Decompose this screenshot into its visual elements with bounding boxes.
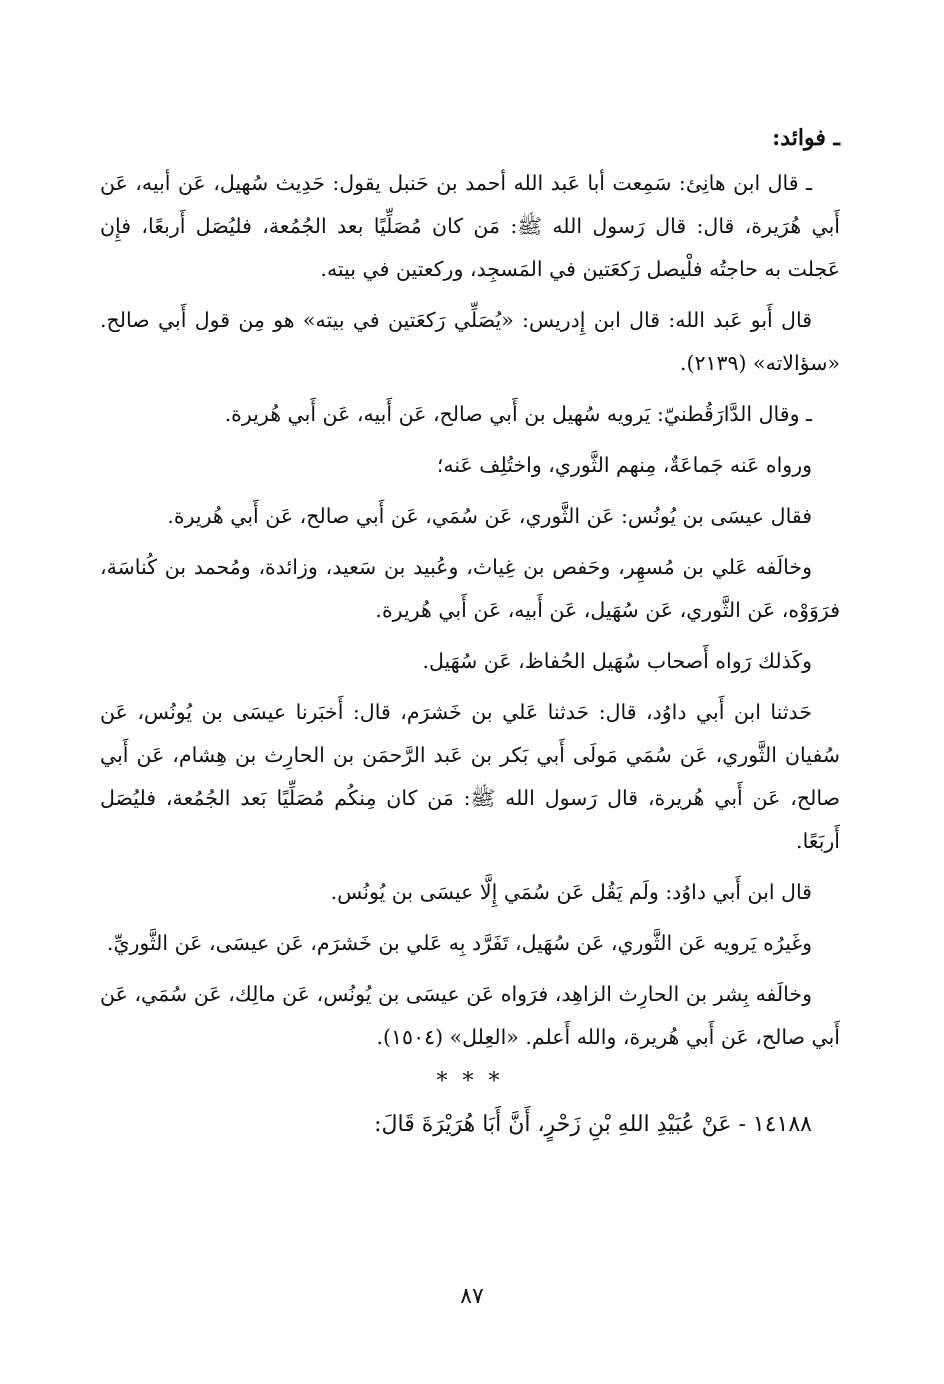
paragraph-haddathana: حَدثنا ابن أَبي داوُد، قال: حَدثنا عَلي بن خَشرَم، قال: أَخبَرنا عيسَى بن يُونُس، عَن سُفيان الثَّوري، عَن سُمَي مَولَى أَبي بَكر بن عَبد الرَّحمَن بن الحارِث بن هِشام، عَن أَبي صالح، عَن أَبي هُريرة، قال رَسول الله ﷺ: مَن كان مِنكُم مُصَلِّيًا بَعد الجُمُعة، فليُصَل أَربَعًا. bbox=[100, 700, 840, 853]
page-number: ٨٧ bbox=[460, 1284, 484, 1309]
paragraph-isa-ibn-yunus: فقال عيسَى بن يُونُس: عَن الثَّوري، عَن سُمَي، عَن أَبي صالح، عَن أَبي هُريرة. bbox=[167, 504, 812, 528]
hadith-heading: ١٤١٨٨ - عَنْ عُبَيْدِ اللهِ بْنِ زَحْرٍ، أَنَّ أَبَا هُرَيْرَةَ قَالَ: bbox=[374, 1112, 812, 1137]
paragraph-jamaa: ورواه عَنه جَماعَةٌ، مِنهم الثَّوري، واختُلِف عَنه؛ bbox=[436, 453, 812, 477]
section-separator: * * * bbox=[436, 1069, 504, 1094]
paragraph-ibn-abi-dawud: قال ابن أَبي داوُد: ولَم يَقُل عَن سُمَي إِلَّا عيسَى بن يُونُس. bbox=[330, 880, 812, 904]
section-heading: ـ فوائد: bbox=[772, 125, 840, 151]
paragraph-khalafahu: وخالَفه عَلي بن مُسهِر، وحَفص بن غِياث، وعُبيد بن سَعيد، وزائدة، ومُحمد بن كُناسَة، فرَوَوْه، عَن الثَّوري، عَن سُهَيل، عَن أَبيه، عَن أَبي هُريرة. bbox=[100, 555, 840, 622]
page-body bbox=[100, 118, 840, 1147]
paragraph-ghairuhu: وغَيرُه يَرويه عَن الثَّوري، عَن سُهَيل، تَفَرَّد بِه عَلي بن خَشرَم، عَن عيسَى، عَن الثَّوريِّ. bbox=[106, 931, 812, 955]
paragraph-ibn-hani: ـ قال ابن هانِئ: سَمِعت أبا عَبد الله أحمد بن حَنبل يقول: حَدِيث سُهيل، عَن أبيه، عَن أَبي هُرَيرة، قال: قال رَسول الله ﷺ: مَن كان مُصَلِّيًا بعد الجُمُعة، فليُصَل أَربعًا، فإِن عَجلت به حاجتُه فلْيصل رَكعَتين في المَسجِد، وركعتين في بيته. bbox=[100, 171, 840, 281]
paragraph-bishr: وخالَفه بِشر بن الحارِث الزاهِد، فرَواه عَن عيسَى بن يُونُس، عَن مالِك، عَن سُمَي، عَن أَبي صالح، عَن أَبي هُريرة، والله أَعلم. «العِلل» (١٥٠٤). bbox=[100, 982, 840, 1049]
paragraph-abu-abdullah: قال أَبو عَبد الله: قال ابن إِدريس: «يُصَلِّي رَكعَتين في بيته» هو مِن قول أَبي صالح. «سؤالاته» (٢١٣٩). bbox=[100, 308, 840, 375]
paragraph-daraqutni: ـ وقال الدَّارَقُطنيّ: يَرويه سُهيل بن أَبي صالح، عَن أَبيه، عَن أَبي هُريرة. bbox=[224, 402, 812, 426]
paragraph-huffaz: وكَذلك رَواه أَصحاب سُهَيل الحُفاظ، عَن سُهَيل. bbox=[422, 649, 812, 673]
